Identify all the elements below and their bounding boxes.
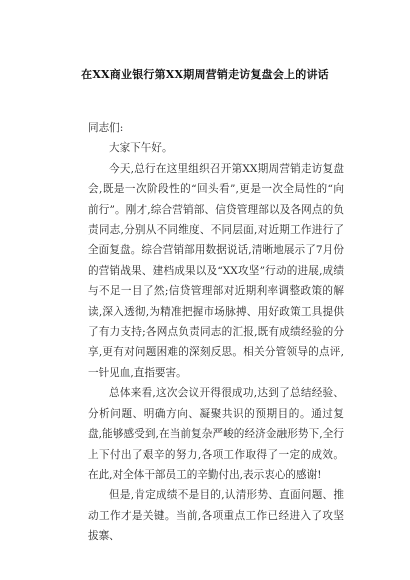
body-paragraph: 总体来看,这次会议开得很成功,达到了总结经验、分析问题、明确方向、凝聚共识的预期目的。通过复盘,能够感受到,在当前复杂严峻的经济金融形势下,全行上下付出了艰辛的努力,各项工作取得了一定的成效。在此,对全体干部员工的辛勤付出,表示衷心的感谢! (88, 387, 344, 481)
document-body (88, 118, 344, 547)
body-paragraph: 但是,肯定成绩不是目的,认清形势、直面问题、推动工作才是关键。当前,各项重点工作已经进入了攻坚拔寨、 (88, 489, 344, 543)
body-paragraph: 今天,总行在这里组织召开第XX期周营销走访复盘会,既是一次阶段性的“回头看”,更是一次全局性的“向前行”。刚才,综合营销部、信贷管理部以及各网点的负责同志,分别从不同维度、不同层面,对近期工作进行了全面复盘。综合营销部用数据说话,清晰地展示了7月份的营销战果、建档成果以及“XX攻坚”行动的进展,成绩与不足一目了然;信贷管理部对近期利率调整政策的解读,深入透彻,为精准把握市场脉搏、用好政策工具提供了有力支持;各网点负责同志的汇报,既有成绩经验的分享,更有对问题困难的深刻反思。相关分管领导的点评,一针见血,直指要害。 (88, 162, 344, 379)
salutation: 同志们: (88, 122, 124, 134)
document-title: 在XX商业银行第XX期周营销走访复盘会上的讲话 (81, 68, 329, 81)
greeting-paragraph: 大家下午好。 (109, 142, 173, 155)
